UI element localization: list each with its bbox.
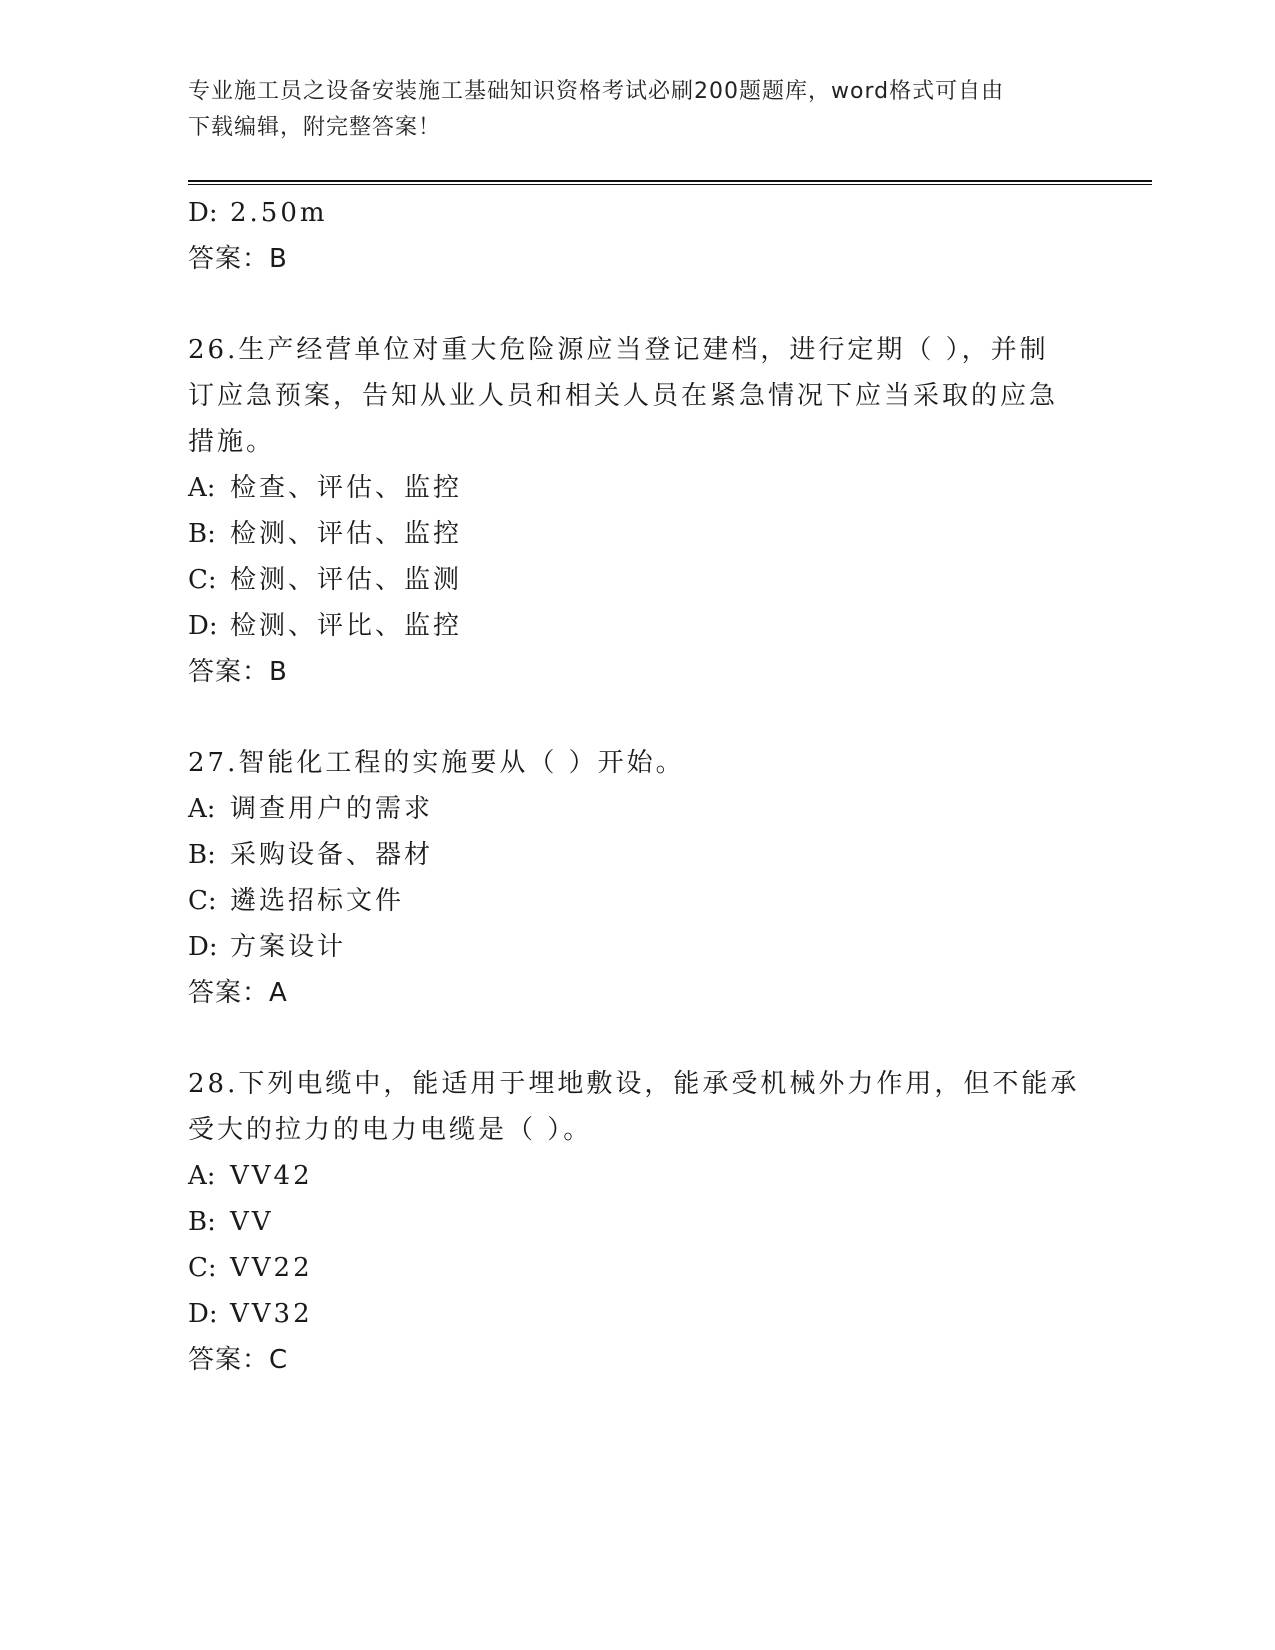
question-28-answer: 答案：C	[188, 1345, 289, 1375]
option-text: 检测、评估、监测	[230, 565, 463, 595]
option-text: VV32	[230, 1299, 313, 1329]
option-label: A:	[188, 1161, 216, 1191]
option-label: D:	[188, 611, 218, 641]
prev-option-d	[188, 190, 1088, 236]
option-label: B:	[188, 1207, 216, 1237]
document-header	[188, 74, 1068, 146]
option-text: 遴选招标文件	[230, 886, 405, 916]
option-text: VV42	[230, 1161, 313, 1191]
question-26-option-b	[188, 511, 1088, 557]
header-rule-thick	[188, 180, 1152, 182]
question-27-option-d	[188, 924, 1088, 970]
question-28-option-d	[188, 1291, 1088, 1337]
question-28-line-1: 28.下列电缆中，能适用于埋地敷设，能承受机械外力作用，但不能承	[188, 1069, 1080, 1099]
option-text: 检测、评比、监控	[230, 611, 463, 641]
option-text: VV22	[230, 1253, 313, 1283]
question-26-line-1: 26.生产经营单位对重大危险源应当登记建档，进行定期（ ），并制	[188, 335, 1049, 365]
option-text: 检查、评估、监控	[230, 473, 463, 503]
option-text: 检测、评估、监控	[230, 519, 463, 549]
question-26-answer: 答案：B	[188, 657, 288, 687]
option-label: A:	[188, 794, 216, 824]
question-26-line-2: 订应急预案，告知从业人员和相关人员在紧急情况下应当采取的应急	[188, 381, 1059, 411]
option-label: C:	[188, 886, 217, 916]
question-27-option-b	[188, 832, 1088, 878]
header-line-2: 下载编辑，附完整答案！	[188, 115, 442, 140]
prev-answer: 答案：B	[188, 244, 288, 274]
option-text: 2.50m	[230, 198, 328, 228]
option-label: C:	[188, 1253, 217, 1283]
option-text: 调查用户的需求	[230, 794, 434, 824]
question-27-answer: 答案：A	[188, 978, 288, 1008]
question-26-option-a	[188, 465, 1088, 511]
option-label: D:	[188, 1299, 218, 1329]
option-label: D:	[188, 198, 218, 228]
question-27-line-1: 27.智能化工程的实施要从（ ）开始。	[188, 748, 685, 778]
option-label: B:	[188, 840, 216, 870]
option-label: C:	[188, 565, 217, 595]
question-26-line-3: 措施。	[188, 427, 276, 457]
document-body	[188, 190, 1088, 1383]
question-28-line-2: 受大的拉力的电力电缆是（ ）。	[188, 1115, 593, 1145]
option-label: A:	[188, 473, 216, 503]
question-27-option-c	[188, 878, 1088, 924]
header-rule-thin	[188, 184, 1152, 185]
question-28-option-b	[188, 1199, 1088, 1245]
option-text: VV	[230, 1207, 274, 1237]
option-text: 采购设备、器材	[230, 840, 434, 870]
question-28-option-a	[188, 1153, 1088, 1199]
question-27	[188, 740, 1088, 1016]
question-28	[188, 1061, 1088, 1383]
option-label: D:	[188, 932, 218, 962]
header-line-1: 专业施工员之设备安装施工基础知识资格考试必刷200题题库，word格式可自由	[188, 79, 1005, 104]
question-26-option-c	[188, 557, 1088, 603]
question-26	[188, 327, 1088, 695]
question-28-option-c	[188, 1245, 1088, 1291]
question-26-option-d	[188, 603, 1088, 649]
option-label: B:	[188, 519, 216, 549]
option-text: 方案设计	[230, 932, 347, 962]
question-27-option-a	[188, 786, 1088, 832]
